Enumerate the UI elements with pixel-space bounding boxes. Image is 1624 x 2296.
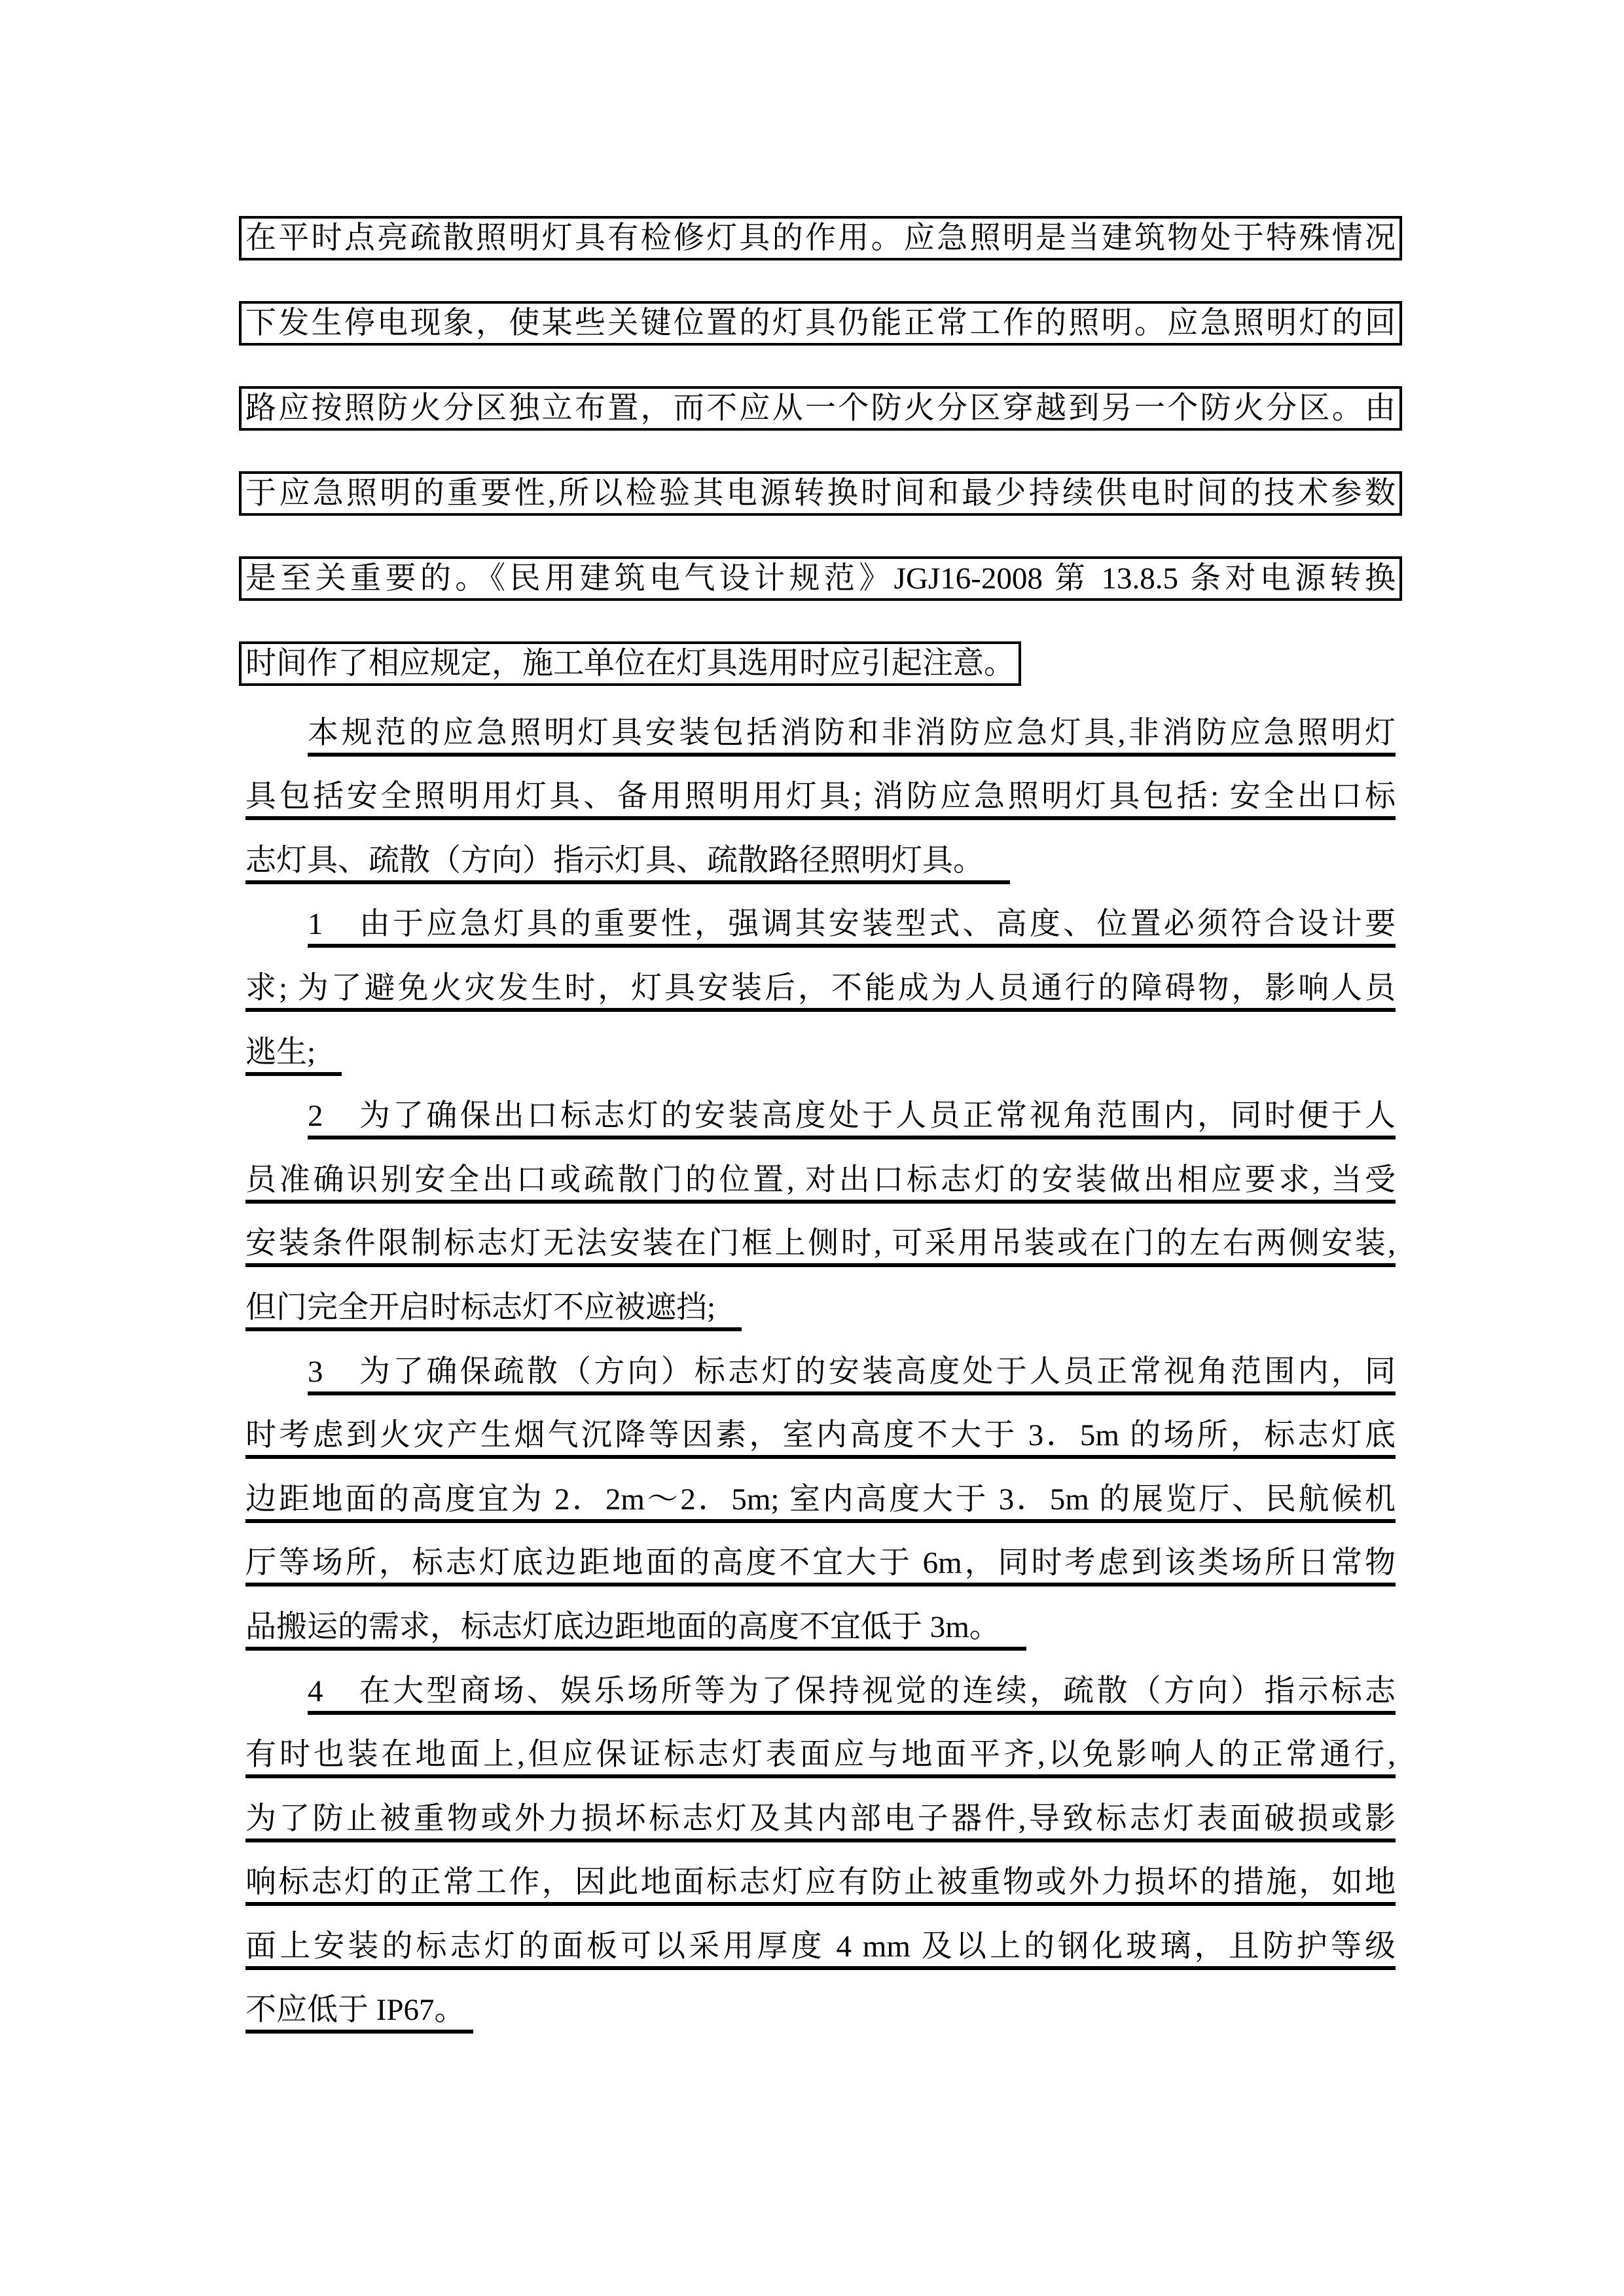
body-line-text: 4 在大型商场、娱乐场所等为了保持视觉的连续，疏散（方向）指示标志	[308, 1674, 1396, 1715]
body-line-text: 2 为了确保出口标志灯的安装高度处于人员正常视角范围内，同时便于人	[308, 1099, 1396, 1139]
body-line	[245, 1523, 1396, 1587]
boxed-line	[239, 301, 1402, 346]
body-line	[245, 1715, 1396, 1779]
body-line-text: 但门完全开启时标志灯不应被遮挡;	[245, 1291, 742, 1331]
boxed-line	[239, 641, 1021, 686]
body-line-text: 具包括安全照明用灯具、备用照明用灯具; 消防应急照明灯具包括: 安全出口标	[245, 780, 1396, 820]
body-line-text: 员准确识别安全出口或疏散门的位置, 对出口标志灯的安装做出相应要求, 当受	[245, 1163, 1396, 1204]
body-line-text: 品搬运的需求，标志灯底边距地面的高度不宜低于 3m。	[245, 1610, 1026, 1651]
body-line	[245, 1778, 1396, 1842]
body-line	[245, 1139, 1396, 1204]
paragraph-item-4	[245, 1651, 1396, 2034]
boxed-line	[239, 216, 1402, 260]
body-line	[245, 1970, 1396, 2034]
body-line-text: 1 由于应急灯具的重要性，强调其安装型式、高度、位置必须符合设计要	[308, 907, 1396, 948]
body-line	[245, 1076, 1396, 1140]
body-line-text: 边距地面的高度宜为 2．2m～2．5m; 室内高度大于 3．5m 的展览厅、民航候机	[245, 1482, 1396, 1523]
boxed-paragraph	[245, 216, 1396, 692]
body-line	[245, 757, 1396, 821]
body-line-text: 为了防止被重物或外力损坏标志灯及其内部电子器件,导致标志灯表面破损或影	[245, 1802, 1396, 1842]
boxed-line-text: 路应按照防火分区独立布置，而不应从一个防火分区穿越到另一个防火分区。由	[245, 391, 1396, 425]
document-content	[245, 216, 1396, 2034]
body-line	[245, 1204, 1396, 1268]
body-line-text: 响标志灯的正常工作，因此地面标志灯应有防止被重物或外力损坏的措施，如地	[245, 1865, 1396, 1906]
boxed-line	[239, 386, 1402, 431]
body-line	[245, 1267, 1396, 1331]
boxed-line-text: 时间作了相应规定，施工单位在灯具选用时应引起注意。	[245, 647, 1015, 681]
boxed-line-text: 于应急照明的重要性,所以检验其电源转换时间和最少持续供电时间的技术参数	[245, 476, 1396, 511]
body-line	[245, 1587, 1396, 1651]
paragraph-item-2	[245, 1076, 1396, 1331]
body-line	[245, 884, 1396, 948]
body-line-text: 求; 为了避免火灾发生时，灯具安装后，不能成为人员通行的障碍物，影响人员	[245, 971, 1396, 1012]
body-line	[245, 1395, 1396, 1460]
body-line-text: 3 为了确保疏散（方向）标志灯的安装高度处于人员正常视角范围内，同	[308, 1355, 1396, 1395]
body-line-text: 本规范的应急照明灯具安装包括消防和非消防应急灯具,非消防应急照明灯	[308, 716, 1396, 757]
body-line-text: 志灯具、疏散（方向）指示灯具、疏散路径照明灯具。	[245, 844, 1010, 884]
body-line-text: 安装条件限制标志灯无法安装在门框上侧时, 可采用吊装或在门的左右两侧安装,	[245, 1227, 1396, 1267]
boxed-line-text: 下发生停电现象，使某些关键位置的灯具仍能正常工作的照明。应急照明灯的回	[245, 306, 1396, 340]
body-line	[245, 1012, 1396, 1076]
paragraph-item-3	[245, 1331, 1396, 1651]
body-line	[245, 692, 1396, 757]
body-line	[245, 948, 1396, 1012]
boxed-line-text: 是至关重要的。《民用建筑电气设计规范》JGJ16-2008 第 13.8.5 条对电源转换	[245, 562, 1396, 596]
body-line-text: 逃生;	[245, 1035, 342, 1076]
body-line	[245, 1906, 1396, 1970]
boxed-line-text: 在平时点亮疏散照明灯具有检修灯具的作用。应急照明是当建筑物处于特殊情况	[245, 221, 1396, 255]
body-line	[245, 1651, 1396, 1715]
boxed-line	[239, 556, 1402, 601]
body-line	[245, 820, 1396, 884]
boxed-line	[239, 471, 1402, 516]
body-line-text: 时考虑到火灾产生烟气沉降等因素，室内高度不大于 3．5m 的场所，标志灯底	[245, 1418, 1396, 1459]
paragraph-intro	[245, 692, 1396, 884]
body-line-text: 不应低于 IP67。	[245, 1993, 473, 2034]
body-line	[245, 1842, 1396, 1907]
body-line-text: 面上安装的标志灯的面板可以采用厚度 4 mm 及以上的钢化玻璃，且防护等级	[245, 1929, 1396, 1970]
body-line	[245, 1331, 1396, 1395]
body-line-text: 厅等场所，标志灯底边距地面的高度不宜大于 6m，同时考虑到该类场所日常物	[245, 1546, 1396, 1587]
body-line-text: 有时也装在地面上,但应保证标志灯表面应与地面平齐,以免影响人的正常通行,	[245, 1738, 1396, 1778]
body-line	[245, 1459, 1396, 1523]
paragraph-item-1	[245, 884, 1396, 1076]
